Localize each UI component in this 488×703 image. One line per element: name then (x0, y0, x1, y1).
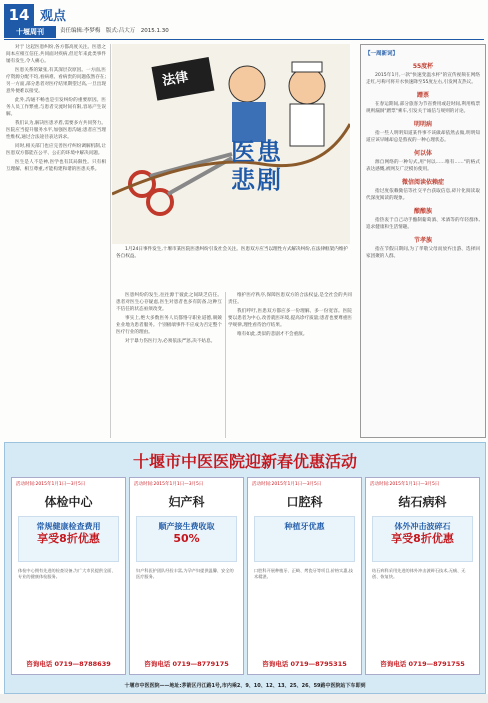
word-title: 酿酿族 (413, 208, 432, 215)
paragraph: 唯有如此,类似的悲剧才不会重演。 (237, 332, 308, 337)
department-description: 体检中心拥有先进的检查设备,为广大市民提供全面、专业的健康体检服务。 (18, 568, 116, 579)
sidebar-heading: 【一周新词】 (365, 51, 399, 57)
paragraph: 医患纠纷的发生,往往源于彼此之间缺乏信任。患者对医生心存疑虑,医生对患者也多有防备,这种互不信任的状态亟须改变。 (116, 293, 222, 312)
paragraph: 我们认为,解决医患矛盾,需要多方共同努力。医院应当提升服务水平,加强医患沟通;患者应当理性维权,通过合法途径表达诉求。 (6, 121, 106, 140)
promo-box (18, 516, 119, 562)
phone-number: 咨询电话 0719—8791755 (380, 660, 465, 668)
promo-line: 常规健康检查费用 (36, 522, 101, 531)
department-description: 口腔科开展种植牙、正畸、烤瓷牙等项目,价格实惠,技术精湛。 (254, 568, 353, 579)
paragraph: 维护医疗秩序,保障医患双方的合法权益,是全社会的共同责任。 (228, 293, 352, 305)
department-name: 体检中心 (44, 495, 93, 509)
patient-figure (229, 66, 266, 142)
word-body: 指热衷于自己动手酿制葡萄酒、米酒等的年轻群体,追求健康和生活情趣。 (366, 218, 480, 230)
promo-line: 种植牙优惠 (284, 522, 325, 531)
department-name: 妇产科 (168, 495, 205, 509)
article-column-2 (116, 292, 222, 438)
page-header (4, 4, 484, 38)
word-title: 微信阅读依赖症 (401, 179, 444, 186)
department-description: 结石病科采用先进的体外冲击波碎石技术,无痛、无创、恢复快。 (372, 568, 466, 579)
doctor-figure (289, 62, 325, 146)
page-footer (0, 694, 488, 703)
column-divider (110, 44, 111, 438)
word-body: 源自网络的一种句式,用"何以……唯有……"的格式表达感慨,被网友广泛模仿使用。 (366, 160, 480, 172)
section-title: 观点 (40, 9, 67, 24)
promo-date: 活动时间:2015年1月1日—3月5日 (370, 482, 440, 487)
word-title: 55度杯 (412, 63, 434, 70)
promo-highlight: 享受8折优惠 (37, 532, 100, 545)
paragraph: 事实上,绝大多数医务人员都恪守职业道德,兢兢业业地为患者服务。个别极端事件不应成为否定整个医疗行业的理由。 (116, 316, 222, 335)
hospital-address: 十堰市中医医院——地址:茅箭区丹江路1号,市内乘2、9、10、12、13、25、26、59路中医院站下车即到 (124, 683, 366, 689)
ad-card-obstetrics (129, 477, 244, 675)
editor-credits: 责任编辑:李梦梅 版式:吕大万 2015.1.30 (60, 28, 169, 34)
paragraph: 我们呼吁,医患双方都应多一份理解、多一份宽容。医院要以患者为中心,改善就医环境,提高诊疗质量;患者也要尊重医学规律,理性看待治疗结果。 (228, 309, 352, 328)
paragraph: 对于暴力伤医行为,必须依法严惩,决不姑息。 (125, 339, 216, 344)
word-title: 明明病 (413, 121, 432, 128)
header-rule (4, 39, 484, 40)
paragraph: 对于 这起医患纠纷,各方都高度关注。医患之间本应相互信任,共同面对疾病,但近年来此类事件屡有发生,令人痛心。 (6, 45, 106, 64)
word-title: 节孝族 (413, 237, 432, 244)
word-body: 在春运期间,部分旅客为节省费用或赶时间,利用购票规则漏洞"蹭票"乘车,引发关于诚信与规则的讨论。 (366, 102, 480, 114)
ad-card-checkup (11, 477, 126, 675)
department-description: 妇产科医护团队经验丰富,为孕产妇提供温馨、安全的医疗服务。 (136, 568, 234, 579)
new-words-sidebar (360, 44, 486, 438)
ad-title: 十堰市中医医院迎新春优惠活动 (132, 452, 357, 471)
hospital-ad (4, 442, 486, 694)
ad-card-dental (247, 477, 362, 675)
article-title: 医患悲剧 (231, 137, 283, 194)
promo-line: 体外冲击波碎石 (394, 522, 451, 531)
promo-box (254, 516, 355, 562)
promo-date: 活动时间:2015年1月1日—3月5日 (252, 482, 322, 487)
paragraph: 医患关系的紧张,有其深层次原因。一方面,医疗资源分配不均,看病难、看病贵的问题依然存在;另一方面,部分患者对医疗结果期望过高,一旦出现意外便难以接受。 (6, 68, 106, 94)
ad-card-urology (365, 477, 480, 675)
department-name: 口腔科 (286, 495, 323, 509)
promo-line: 顺产接生费收取 (158, 522, 215, 531)
article-column-1 (6, 44, 106, 434)
paragraph: 此外,沟通不畅也是引发纠纷的重要原因。医务人员工作繁重,与患者交流时间有限,容易产生误解。 (6, 98, 106, 117)
promo-highlight: 50% (173, 532, 200, 545)
article-lead: 1月24日事件发生,十堰市某医院医患纠纷引发社会关注。医患双方应当以理性方式解决纠纷,在法律框架内维护各自权益。 (116, 247, 349, 259)
phone-number: 咨询电话 0719—8795315 (262, 660, 347, 668)
promo-date: 活动时间:2015年1月1日—3月5日 (134, 482, 204, 487)
word-body: 指过度依赖微信等社交平台获取信息,碎片化阅读取代深度阅读的现象。 (366, 189, 480, 201)
promo-box (136, 516, 237, 562)
page-number: 14 (4, 4, 34, 26)
phone-number: 咨询电话 0719—8788639 (26, 660, 111, 668)
article-column-3 (228, 292, 352, 438)
word-body: 指在节假日期间,为了孝敬父母而放弃出游、选择回家团聚的人群。 (366, 247, 480, 259)
word-body: 指一些人明明知道某件事不该做却依然去做,明明知道应该早睡却总是熬夜的一种心理状态。 (366, 131, 480, 143)
promo-date: 活动时间:2015年1月1日—3月5日 (16, 482, 86, 487)
promo-box (372, 516, 473, 562)
paragraph: 同时,相关部门也应完善医疗纠纷调解机制,让医患双方都能在公平、公正的环境中解决问题。 (6, 144, 106, 156)
word-title: 蹭票 (416, 92, 429, 99)
law-sign: 法律 (161, 69, 190, 90)
column-divider (225, 292, 226, 438)
edition-label: 十堰周刊 (4, 26, 56, 38)
department-name: 结石病科 (398, 495, 447, 509)
word-body: 2015年1月,一款"快速变温水杯"的宣传视频在网络走红,号称可将开水快速降至55度左右,引发网友热议。 (366, 73, 480, 85)
phone-number: 咨询电话 0719—8779175 (144, 660, 229, 668)
paragraph: 医生是人不是神,医学也有其局限性。只有相互理解、相互尊重,才能构建和谐的医患关系。 (6, 160, 106, 172)
promo-highlight: 享受8折优惠 (391, 532, 454, 545)
word-title: 何以体 (413, 150, 432, 157)
